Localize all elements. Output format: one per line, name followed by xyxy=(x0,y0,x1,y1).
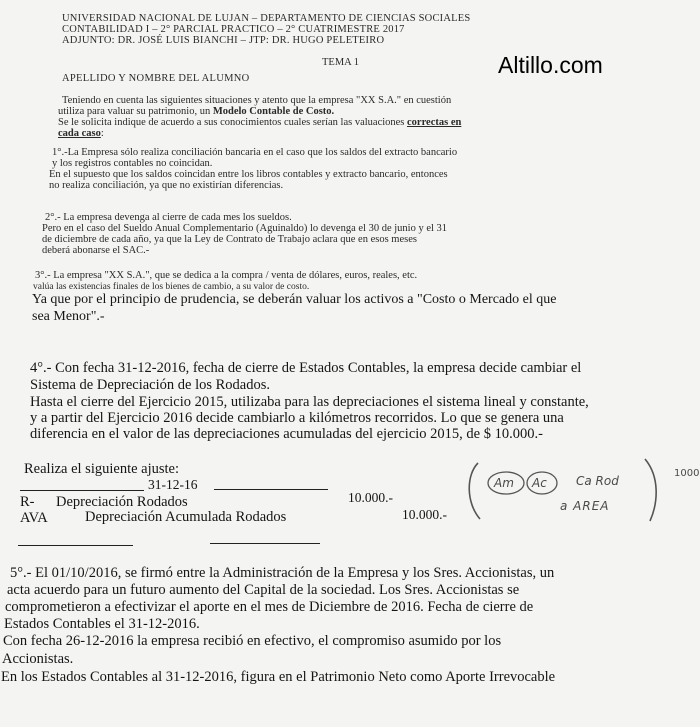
item-4-line-4: y a partir del Ejercicio 2016 decide cambiarlo a kilómetros recorridos. Lo que se genera una xyxy=(30,410,564,426)
tema-label: TEMA 1 xyxy=(322,57,360,68)
item-3-answer-line-1: Ya que por el principio de prudencia, se deberán valuar los activos a "Costo o Mercado el que xyxy=(32,292,557,307)
journal-rule-left xyxy=(20,490,144,491)
item-2-line-3: de diciembre de cada año, ya que la Ley de Contrato de Trabajo aclara que en esos meses xyxy=(42,234,417,245)
handwritten-circle-1: Am xyxy=(494,476,514,490)
item-3-answer-line-2: sea Menor".- xyxy=(32,309,105,324)
item-5-line-2: acta acuerdo para un futuro aumento del Capital de la sociedad. Los Sres. Accionistas se xyxy=(7,582,520,598)
journal-rule-bottom-right xyxy=(210,543,320,544)
item-2-line-1: 2°.- La empresa devenga al cierre de cada mes los sueldos. xyxy=(45,212,292,223)
header-course: CONTABILIDAD I – 2° PARCIAL PRACTICO – 2° CUATRIMESTRE 2017 xyxy=(62,24,405,35)
handwritten-word-1: Ca Rod xyxy=(576,474,619,488)
student-name-label: APELLIDO Y NOMBRE DEL ALUMNO xyxy=(62,73,250,84)
watermark-logo: Altillo.com xyxy=(498,52,603,78)
debit-amount: 10.000.- xyxy=(348,490,393,505)
credit-amount: 10.000.- xyxy=(402,507,447,522)
debit-account: Depreciación Rodados xyxy=(56,494,188,510)
item-1-line-1: 1°.-La Empresa sólo realiza conciliación bancaria en el caso que los saldos del extracto bancario xyxy=(52,147,458,158)
adjustment-title: Realiza el siguiente ajuste: xyxy=(24,461,180,477)
item-1-line-3: En el supuesto que los saldos coincidan entre los libros contables y extracto bancario, entonces xyxy=(49,169,448,180)
item-4-line-2: Sistema de Depreciación de los Rodados. xyxy=(30,377,270,393)
adjustment-date: 31-12-16 xyxy=(148,477,198,492)
item-5-line-7: En los Estados Contables al 31-12-2016, figura en el Patrimonio Neto como Aporte Irrevocable xyxy=(1,669,556,685)
item-2-line-2: Pero en el caso del Sueldo Anual Complementario (Aguinaldo) lo devenga el 30 de junio y el 31 xyxy=(42,223,448,234)
item-5-line-1: 5°.- El 01/10/2016, se firmó entre la Administración de la Empresa y los Sres. Accionistas, un xyxy=(10,565,555,581)
item-5-line-6: Accionistas. xyxy=(2,651,74,667)
item-5-line-5: Con fecha 26-12-2016 la empresa recibió en efectivo, el compromiso asumido por los xyxy=(3,633,502,649)
item-4-line-5: diferencia en el valor de las depreciaciones acumuladas del ejercicio 2015, de $ 10.000.- xyxy=(30,426,543,442)
header-teachers: ADJUNTO: DR. JOSÉ LUIS BIANCHI – JTP: DR. HUGO PELETEIRO xyxy=(62,35,385,46)
intro-line-1: Teniendo en cuenta las siguientes situaciones y atento que la empresa "XX S.A." en cuestión xyxy=(62,95,452,106)
item-3-line-1: 3°.- La empresa "XX S.A.", que se dedica a la compra / venta de dólares, euros, reales, etc. xyxy=(35,270,418,281)
journal-rule-right xyxy=(214,489,328,490)
handwritten-word-2: a AREA xyxy=(560,499,610,513)
journal-rule-bottom-left xyxy=(18,545,133,546)
header-university: UNIVERSIDAD NACIONAL DE LUJAN – DEPARTAMENTO DE CIENCIAS SOCIALES xyxy=(62,13,471,24)
item-1-line-2: y los registros contables no coincidan. xyxy=(52,158,213,169)
item-4-line-3: Hasta el cierre del Ejercicio 2015, utilizaba para las depreciaciones el sistema lineal y constante, xyxy=(30,394,589,410)
intro-line-3: Se le solicita indique de acuerdo a sus conocimientos cuales serían las valuaciones correctas en xyxy=(58,117,462,128)
intro-line-4: cada caso: xyxy=(58,128,104,139)
item-5-line-4: Estados Contables el 31-12-2016. xyxy=(4,616,200,632)
item-4-line-1: 4°.- Con fecha 31-12-2016, fecha de cierre de Estados Contables, la empresa decide cambiar el xyxy=(30,360,582,376)
item-5-line-3: comprometieron a efectivizar el aporte en el mes de Diciembre de 2016. Fecha de cierre de xyxy=(5,599,534,615)
handwritten-bracket xyxy=(460,455,670,530)
intro-line-2: utiliza para valuar su patrimonio, un Modelo Contable de Costo. xyxy=(58,106,335,117)
handwritten-circle-2: Ac xyxy=(532,476,547,490)
credit-account: Depreciación Acumulada Rodados xyxy=(85,509,287,525)
item-3-line-2: valúa las existencias finales de los bienes de cambio, a su valor de costo. xyxy=(33,282,310,292)
item-1-line-4: no realiza conciliación, ya que no existirían diferencias. xyxy=(49,180,284,191)
handwritten-edge-number: 1000 xyxy=(674,468,700,479)
debit-code: R- xyxy=(20,494,35,510)
item-2-line-4: deberá abonarse el SAC.- xyxy=(42,245,150,256)
credit-code: AVA xyxy=(20,510,48,526)
